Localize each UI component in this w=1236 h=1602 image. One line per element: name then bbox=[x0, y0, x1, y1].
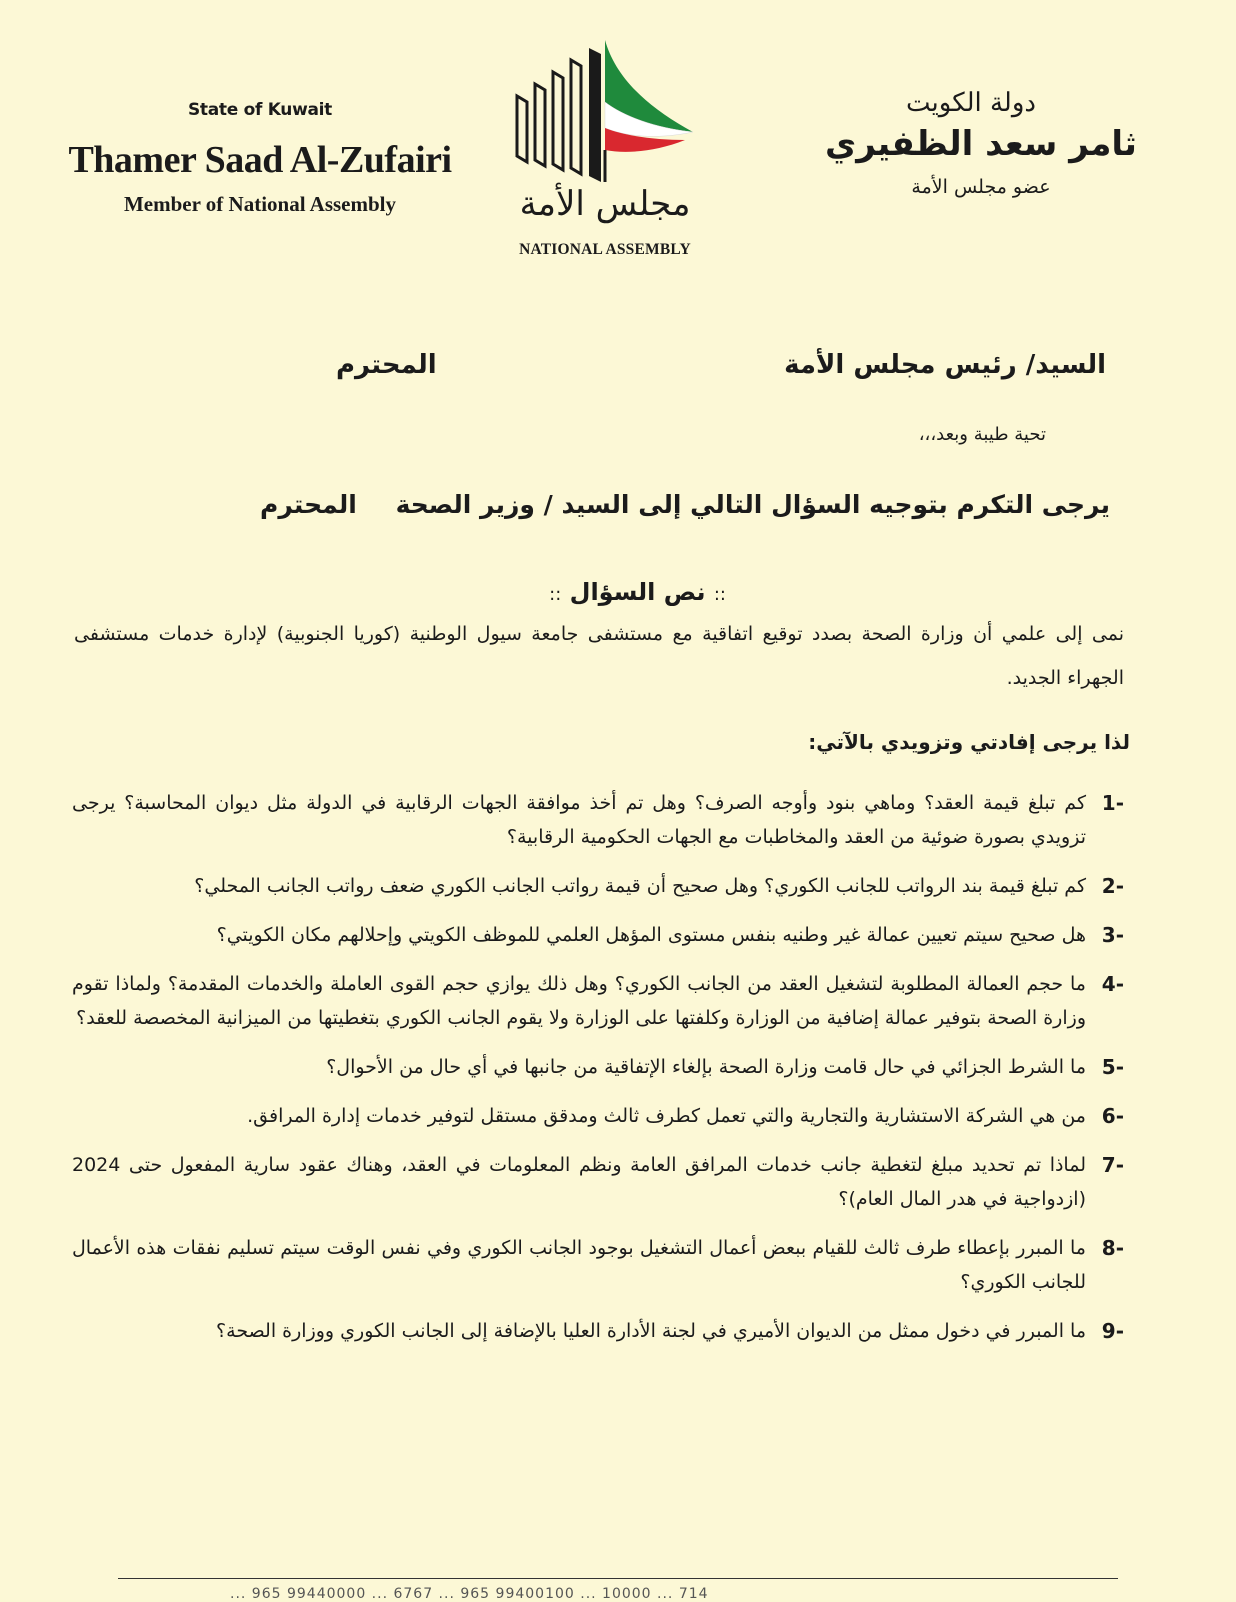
greeting: تحية طيبة وبعد،،، bbox=[918, 424, 1046, 445]
member-name-ar: ثامر سعد الظفيري bbox=[825, 124, 1137, 164]
question-heading bbox=[549, 578, 726, 606]
logo-arabic-text: مجلس الأمة bbox=[519, 184, 691, 224]
national-assembly-logo bbox=[505, 36, 705, 266]
question-number: 9- bbox=[1101, 1319, 1124, 1343]
member-title-en: Member of National Assembly bbox=[123, 192, 396, 216]
question-number: 2- bbox=[1101, 874, 1124, 898]
question-text: كم تبلغ قيمة بند الرواتب للجانب الكوري؟ وهل صحيح أن قيمة رواتب الجانب الكوري ضعف رواتب الجانب المحلي؟ bbox=[194, 875, 1086, 897]
question-item bbox=[72, 1099, 1124, 1133]
footer-contact-text: ... 965 99440000 ... 6767 ... 965 99400100 ... 10000 ... 714 bbox=[230, 1586, 709, 1602]
question-item bbox=[72, 967, 1124, 1035]
state-label-en: State of Kuwait bbox=[187, 100, 333, 120]
letterhead-english bbox=[60, 100, 460, 217]
question-item bbox=[72, 1314, 1124, 1348]
question-item bbox=[72, 869, 1124, 903]
question-item bbox=[72, 1148, 1124, 1216]
state-label-ar: دولة الكويت bbox=[906, 88, 1036, 118]
intro-paragraph: نمى إلى علمي أن وزارة الصحة بصدد توقيع اتفاقية مع مستشفى جامعة سيول الوطنية (كوريا الجنوبية) لإدارة خدمات مستشفى الجهراء الجديد. bbox=[74, 623, 1124, 689]
question-number: 8- bbox=[1101, 1236, 1124, 1260]
addressee-line bbox=[106, 350, 1106, 380]
national-assembly-emblem-icon bbox=[505, 36, 705, 186]
question-item bbox=[72, 786, 1124, 854]
request-text: يرجى التكرم بتوجيه السؤال التالي إلى السيد / وزير الصحة bbox=[395, 490, 1110, 519]
heading-marks-right: :: bbox=[713, 584, 726, 605]
question-text: ما حجم العمالة المطلوبة لتشغيل العقد من الجانب الكوري؟ وهل ذلك يوازي حجم القوى العاملة والخدمات المقدمة؟ ولماذا تقوم وزارة الصحة بتوفير عمالة إضافية من الوزارة وكلفتها على الوزارة ولا يقوم الجانب الكوري بتغطيتها من الميزانية المخصصة للعقد؟ bbox=[72, 973, 1086, 1029]
request-honorific: المحترم bbox=[260, 490, 357, 519]
heading-marks-left: :: bbox=[549, 584, 562, 605]
question-text: هل صحيح سيتم تعيين عمالة غير وطنيه بنفس مستوى المؤهل العلمي للموظف الكويتي وإحلالهم مكان الكويتي؟ bbox=[216, 924, 1086, 946]
question-number: 1- bbox=[1101, 791, 1124, 815]
request-details-line: لذا يرجى إفادتي وتزويدي بالآتي: bbox=[808, 730, 1130, 754]
member-title-ar: عضو مجلس الأمة bbox=[911, 176, 1051, 198]
question-item bbox=[72, 1050, 1124, 1084]
question-text: ما الشرط الجزائي في حال قامت وزارة الصحة بإلغاء الإتفاقية من جانبها في أي حال من الأحوال؟ bbox=[326, 1056, 1086, 1078]
question-number: 3- bbox=[1101, 923, 1124, 947]
member-name-en: Thamer Saad Al-Zufairi bbox=[68, 139, 452, 181]
question-number: 5- bbox=[1101, 1055, 1124, 1079]
question-text: ما المبرر في دخول ممثل من الديوان الأميري في لجنة الأدارة العليا بالإضافة إلى الجانب الكوري ووزارة الصحة؟ bbox=[216, 1320, 1086, 1342]
letterhead-arabic bbox=[821, 88, 1141, 198]
question-text: لماذا تم تحديد مبلغ لتغطية جانب خدمات المرافق العامة ونظم المعلومات في العقد، وهناك عقود سارية المفعول حتى 2024 (ازدواجية في هدر المال العام)؟ bbox=[72, 1154, 1086, 1210]
question-number: 7- bbox=[1101, 1153, 1124, 1177]
question-item bbox=[72, 1231, 1124, 1299]
questions-list bbox=[72, 786, 1124, 1363]
addressee: السيد/ رئيس مجلس الأمة bbox=[784, 350, 1106, 380]
question-text: من هي الشركة الاستشارية والتجارية والتي تعمل كطرف ثالث ومدقق مستقل لتوفير خدمات إدارة المرافق. bbox=[247, 1105, 1086, 1127]
question-heading-text: نص السؤال bbox=[569, 578, 706, 606]
footer-divider bbox=[118, 1578, 1118, 1579]
addressee-honorific: المحترم bbox=[336, 350, 437, 380]
question-text: كم تبلغ قيمة العقد؟ وماهي بنود وأوجه الصرف؟ وهل تم أخذ موافقة الجهات الرقابية في الدولة مثل ديوان المحاسبة؟ يرجى تزويدي بصورة ضوئية من العقد والمخاطبات مع الجهات الحكومية الرقابية؟ bbox=[72, 792, 1086, 848]
question-item bbox=[72, 918, 1124, 952]
logo-english-text: NATIONAL ASSEMBLY bbox=[519, 241, 691, 258]
question-number: 4- bbox=[1101, 972, 1124, 996]
question-text: ما المبرر بإعطاء طرف ثالث للقيام ببعض أعمال التشغيل بوجود الجانب الكوري وفي نفس الوقت سيتم تسليم نفقات هذه الأعمال للجانب الكوري؟ bbox=[72, 1237, 1086, 1293]
question-number: 6- bbox=[1101, 1104, 1124, 1128]
request-line bbox=[110, 490, 1110, 519]
